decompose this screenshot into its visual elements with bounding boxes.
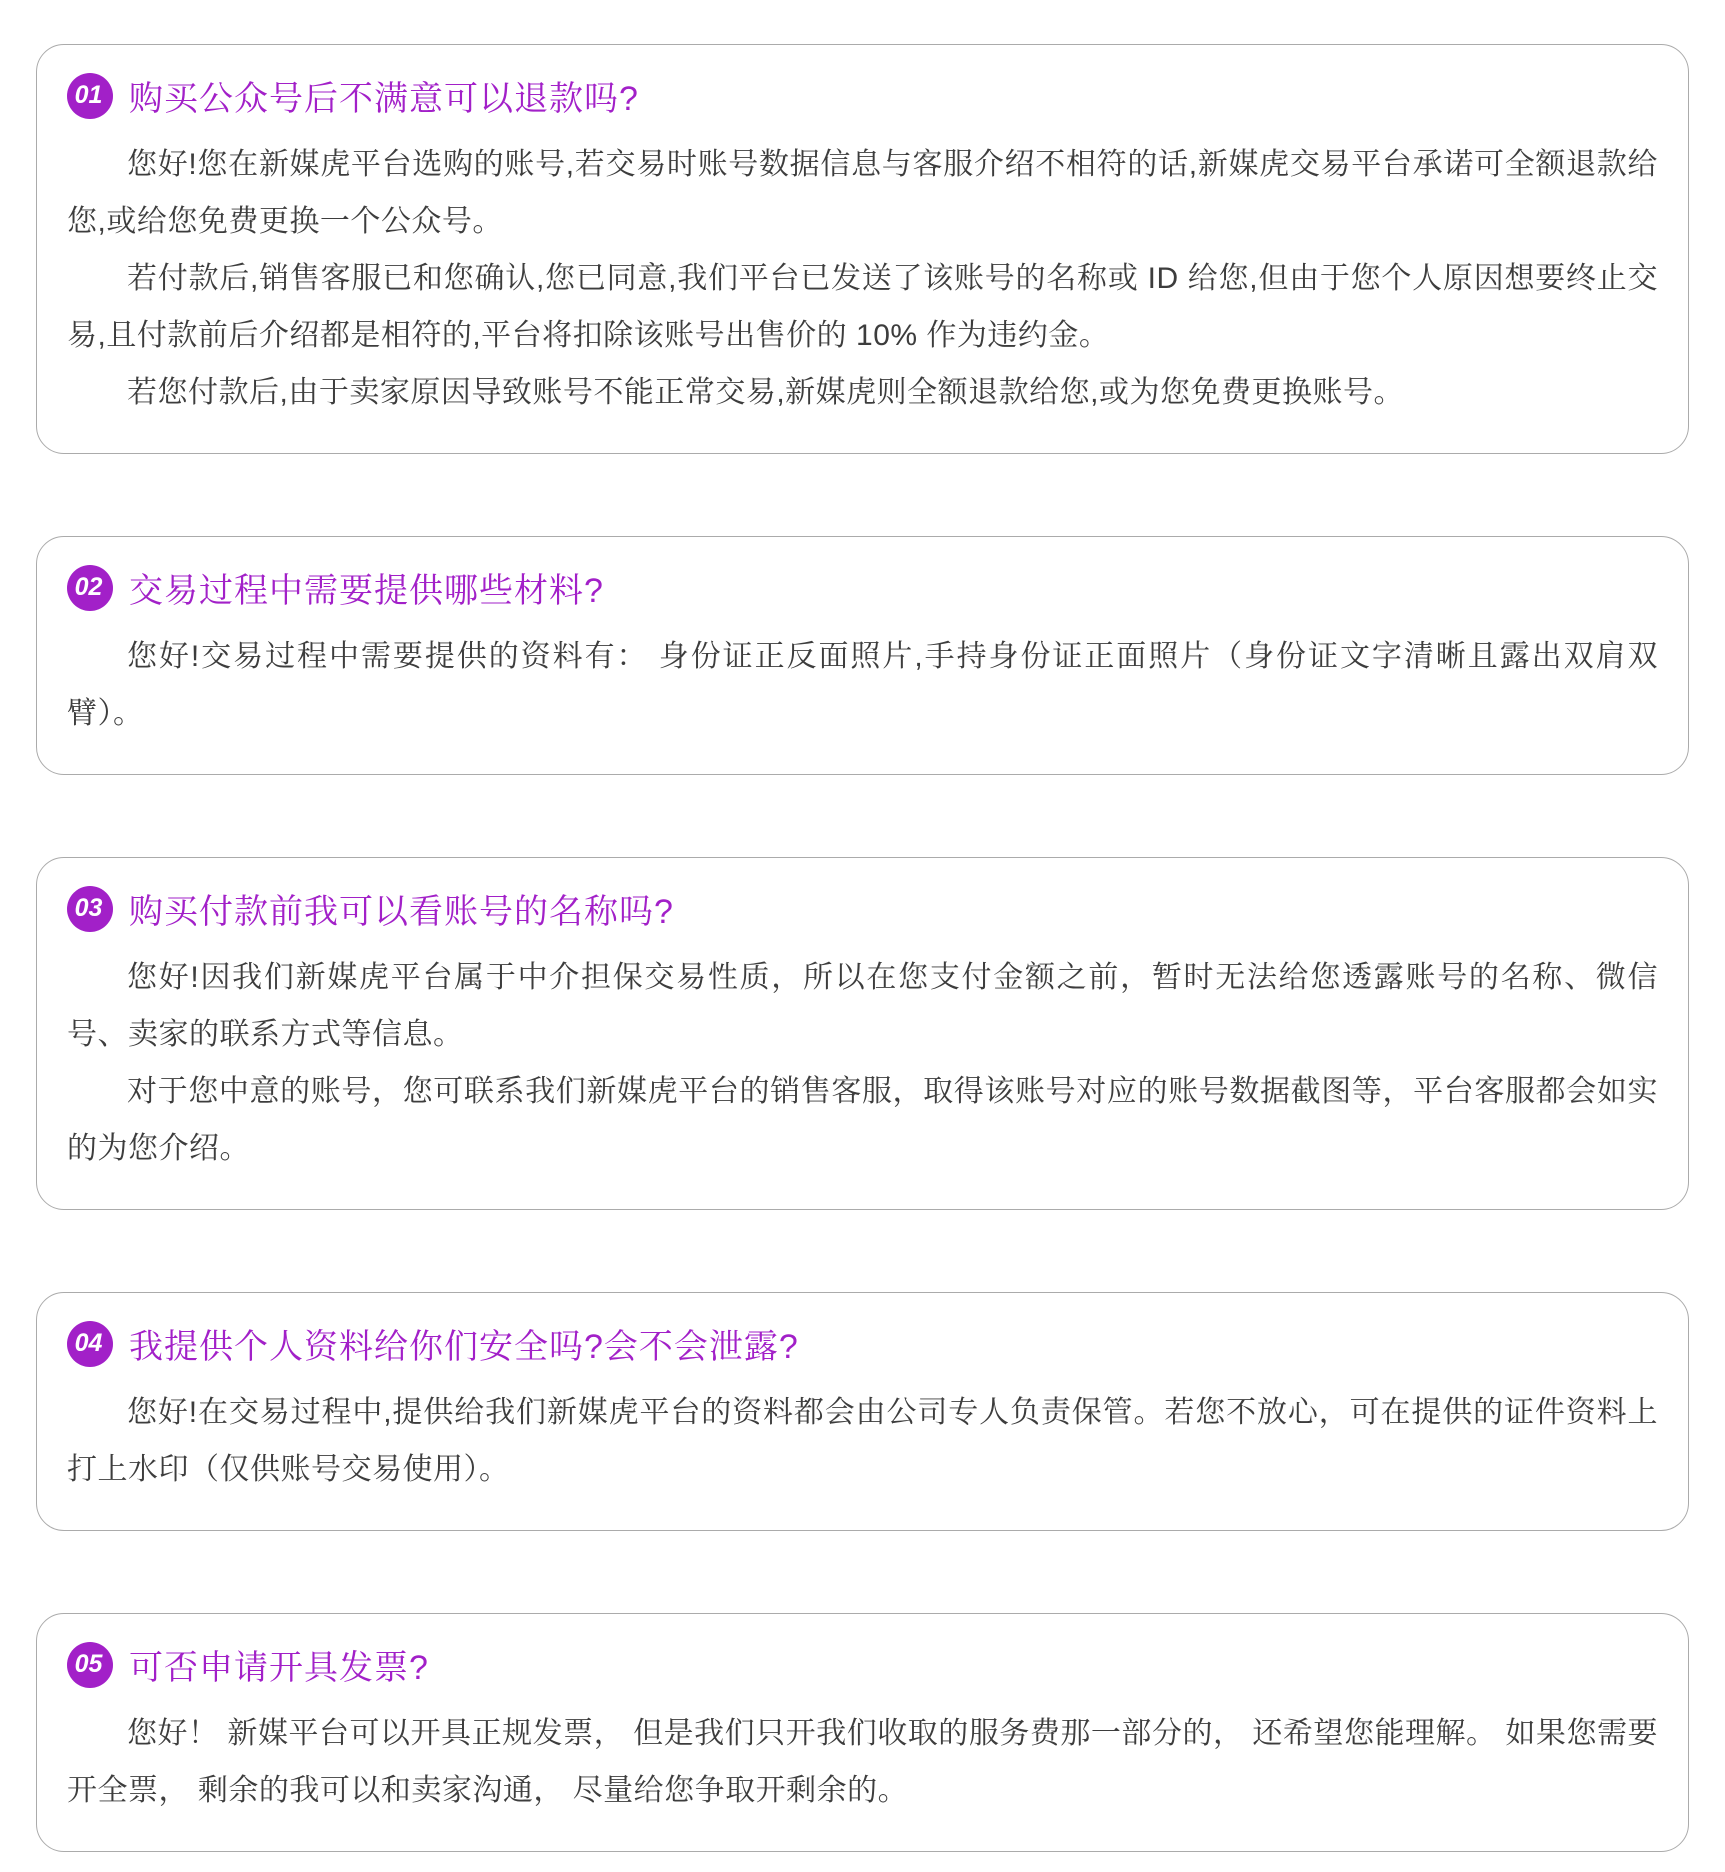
faq-card-2-header [67, 563, 1658, 612]
question-title: 我提供个人资料给你们安全吗?会不会泄露? [129, 1328, 799, 1366]
faq-card-3-answer [67, 949, 1658, 1177]
faq-card-4 [36, 1292, 1689, 1531]
faq-card-4-answer [67, 1384, 1658, 1498]
faq-card-1 [36, 44, 1689, 454]
faq-card-5 [36, 1613, 1689, 1852]
answer-paragraph: 若付款后,销售客服已和您确认,您已同意,我们平台已发送了该账号的名称或 ID 给您,但由于您个人原因想要终止交易,且付款前后介绍都是相符的,平台将扣除该账号出售价的 10% 作为违约金。 [67, 262, 1658, 352]
answer-paragraph: 您好!在交易过程中,提供给我们新媒虎平台的资料都会由公司专人负责保管。若您不放心，可在提供的证件资料上打上水印（仅供账号交易使用）。 [67, 1396, 1658, 1486]
question-title: 可否申请开具发票? [129, 1649, 429, 1687]
answer-paragraph: 您好!您在新媒虎平台选购的账号,若交易时账号数据信息与客服介绍不相符的话,新媒虎交易平台承诺可全额退款给您,或给您免费更换一个公众号。 [67, 148, 1658, 238]
answer-paragraph: 您好!交易过程中需要提供的资料有： 身份证正反面照片,手持身份证正面照片（身份证文字清晰且露出双肩双臂）。 [67, 640, 1658, 730]
question-title: 交易过程中需要提供哪些材料? [129, 572, 604, 610]
faq-card-5-header [67, 1640, 1658, 1689]
question-number-badge: 05 [67, 1642, 113, 1688]
faq-card-5-answer [67, 1705, 1658, 1819]
faq-card-2-answer [67, 628, 1658, 742]
answer-paragraph: 您好！ 新媒平台可以开具正规发票， 但是我们只开我们收取的服务费那一部分的， 还希望您能理解。 如果您需要开全票， 剩余的我可以和卖家沟通， 尽量给您争取开剩余的。 [67, 1717, 1658, 1807]
question-title: 购买付款前我可以看账号的名称吗? [129, 893, 674, 931]
question-number-badge: 03 [67, 886, 113, 932]
faq-card-2 [36, 536, 1689, 775]
answer-paragraph: 若您付款后,由于卖家原因导致账号不能正常交易,新媒虎则全额退款给您,或为您免费更换账号。 [127, 376, 1405, 409]
question-number-badge: 02 [67, 565, 113, 611]
faq-card-4-header [67, 1319, 1658, 1368]
faq-card-3 [36, 857, 1689, 1210]
faq-card-1-answer [67, 136, 1658, 421]
answer-paragraph: 对于您中意的账号，您可联系我们新媒虎平台的销售客服，取得该账号对应的账号数据截图等，平台客服都会如实的为您介绍。 [67, 1075, 1658, 1165]
question-title: 购买公众号后不满意可以退款吗? [129, 80, 639, 118]
question-number-badge: 04 [67, 1321, 113, 1367]
faq-card-3-header [67, 884, 1658, 933]
faq-card-1-header [67, 71, 1658, 120]
question-number-badge: 01 [67, 73, 113, 119]
answer-paragraph: 您好!因我们新媒虎平台属于中介担保交易性质，所以在您支付金额之前，暂时无法给您透露账号的名称、微信号、卖家的联系方式等信息。 [67, 961, 1658, 1051]
faq-list [36, 44, 1689, 1852]
